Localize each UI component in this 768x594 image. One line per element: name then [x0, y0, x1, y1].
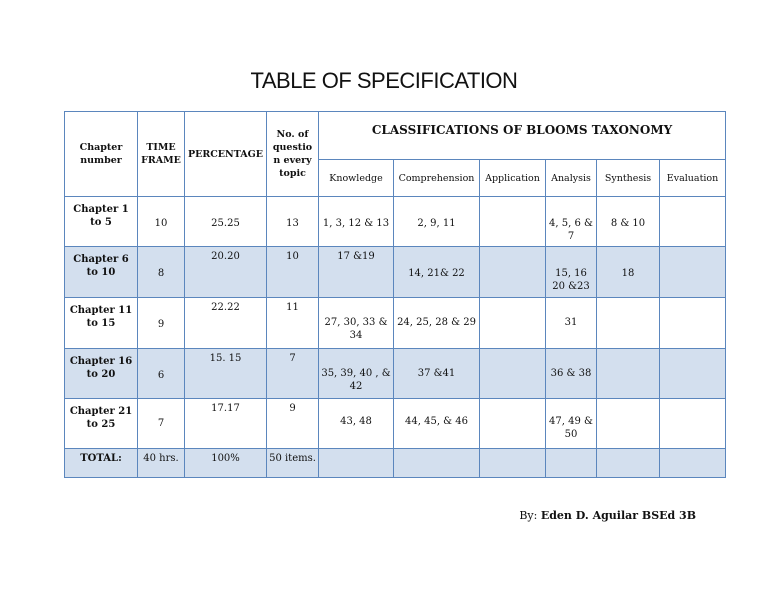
total-row — [65, 449, 726, 478]
cell-percent: 20.20 — [185, 247, 267, 298]
header-evaluation: Evaluation — [660, 160, 726, 197]
cell-items: 11 — [267, 298, 319, 349]
cell-analysis: 36 & 38 — [546, 349, 597, 399]
header-time-frame: TIME FRAME — [138, 112, 185, 197]
cell-synthesis — [597, 349, 660, 399]
header-synthesis: Synthesis — [597, 160, 660, 197]
cell-time: 8 — [138, 247, 185, 298]
cell-knowledge: 1, 3, 12 & 13 — [319, 197, 394, 247]
cell-evaluation — [660, 197, 726, 247]
cell-application — [480, 247, 546, 298]
total-knowledge — [319, 449, 394, 478]
cell-analysis: 4, 5, 6 & 7 — [546, 197, 597, 247]
total-percent: 100% — [185, 449, 267, 478]
header-analysis: Analysis — [546, 160, 597, 197]
byline-prefix: By: — [519, 509, 538, 522]
header-comprehension: Comprehension — [394, 160, 480, 197]
header-blooms-taxonomy: CLASSIFICATIONS OF BLOOMS TAXONOMY — [319, 112, 726, 160]
cell-time: 7 — [138, 399, 185, 449]
header-application: Application — [480, 160, 546, 197]
cell-evaluation — [660, 247, 726, 298]
cell-application — [480, 197, 546, 247]
cell-evaluation — [660, 349, 726, 399]
header-percentage: PERCENTAGE — [185, 112, 267, 197]
cell-time: 6 — [138, 349, 185, 399]
specification-table — [64, 111, 726, 478]
cell-percent: 22.22 — [185, 298, 267, 349]
cell-analysis: 15, 16 20 &23 — [546, 247, 597, 298]
cell-knowledge: 43, 48 — [319, 399, 394, 449]
cell-application — [480, 349, 546, 399]
total-application — [480, 449, 546, 478]
cell-knowledge: 35, 39, 40 , & 42 — [319, 349, 394, 399]
header-chapter: Chapter number — [65, 112, 138, 197]
cell-items: 9 — [267, 399, 319, 449]
cell-synthesis: 8 & 10 — [597, 197, 660, 247]
cell-chapter: Chapter 1 to 5 — [65, 197, 138, 247]
cell-application — [480, 399, 546, 449]
cell-items: 10 — [267, 247, 319, 298]
total-synthesis — [597, 449, 660, 478]
cell-chapter: Chapter 11 to 15 — [65, 298, 138, 349]
author-name: Eden D. Aguilar BSEd 3B — [540, 509, 696, 522]
cell-comprehension: 24, 25, 28 & 29 — [394, 298, 480, 349]
cell-synthesis — [597, 399, 660, 449]
cell-chapter: Chapter 6 to 10 — [65, 247, 138, 298]
cell-percent: 15. 15 — [185, 349, 267, 399]
total-comprehension — [394, 449, 480, 478]
cell-comprehension: 14, 21& 22 — [394, 247, 480, 298]
cell-application — [480, 298, 546, 349]
table-row — [65, 247, 726, 298]
cell-items: 7 — [267, 349, 319, 399]
cell-chapter: Chapter 21 to 25 — [65, 399, 138, 449]
byline — [519, 509, 696, 522]
cell-synthesis: 18 — [597, 247, 660, 298]
table-row — [65, 298, 726, 349]
cell-comprehension: 37 &41 — [394, 349, 480, 399]
cell-percent: 17.17 — [185, 399, 267, 449]
cell-time: 9 — [138, 298, 185, 349]
cell-chapter: Chapter 16 to 20 — [65, 349, 138, 399]
cell-time: 10 — [138, 197, 185, 247]
header-questions: No. of questio n every topic — [267, 112, 319, 197]
cell-comprehension: 2, 9, 11 — [394, 197, 480, 247]
total-analysis — [546, 449, 597, 478]
total-items: 50 items. — [267, 449, 319, 478]
cell-knowledge: 27, 30, 33 & 34 — [319, 298, 394, 349]
header-row — [65, 112, 726, 160]
cell-evaluation — [660, 298, 726, 349]
cell-comprehension: 44, 45, & 46 — [394, 399, 480, 449]
total-time: 40 hrs. — [138, 449, 185, 478]
table-row — [65, 197, 726, 247]
cell-analysis: 31 — [546, 298, 597, 349]
total-label: TOTAL: — [65, 449, 138, 478]
total-evaluation — [660, 449, 726, 478]
table-row — [65, 349, 726, 399]
cell-knowledge: 17 &19 — [319, 247, 394, 298]
cell-items: 13 — [267, 197, 319, 247]
header-knowledge: Knowledge — [319, 160, 394, 197]
cell-synthesis — [597, 298, 660, 349]
cell-analysis: 47, 49 & 50 — [546, 399, 597, 449]
table-row — [65, 399, 726, 449]
page-title: TABLE OF SPECIFICATION — [250, 68, 518, 93]
cell-percent: 25.25 — [185, 197, 267, 247]
cell-evaluation — [660, 399, 726, 449]
